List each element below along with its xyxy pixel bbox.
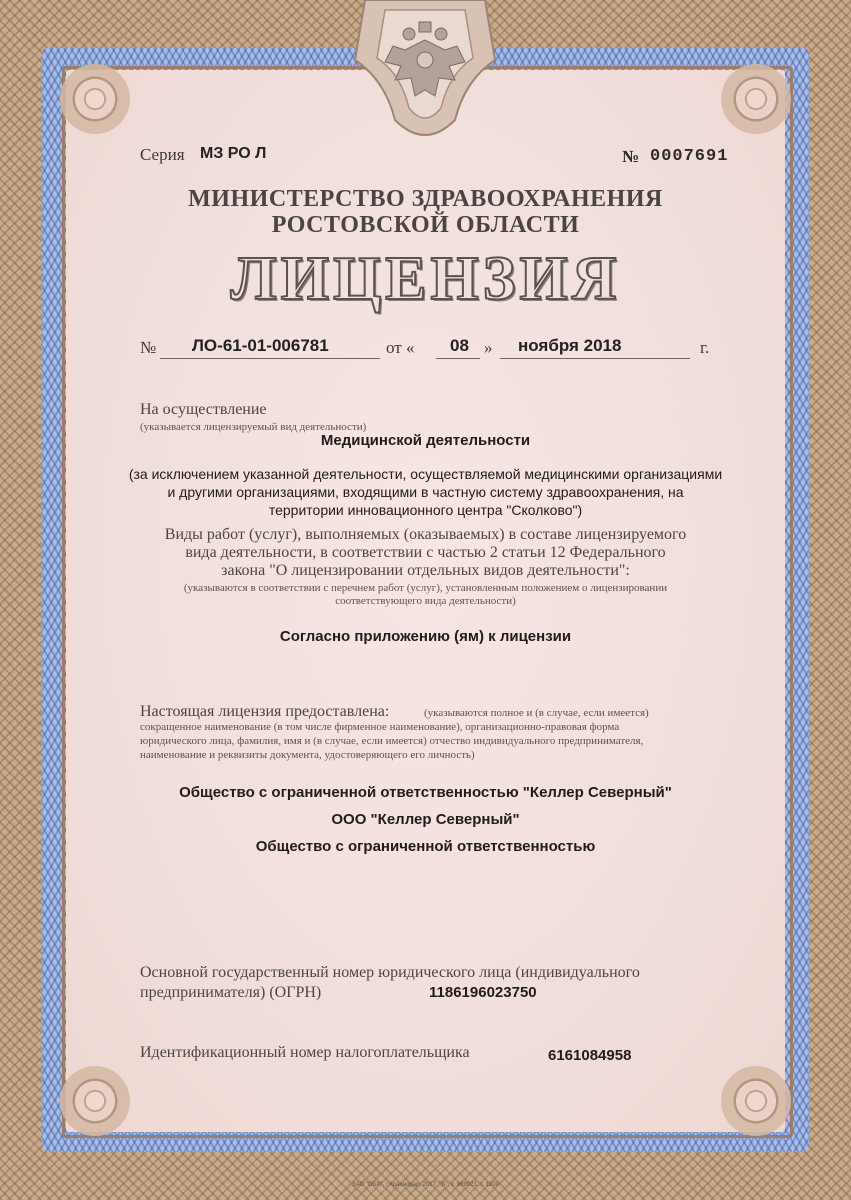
ogrn-value: 1186196023750 <box>429 984 537 1001</box>
corner-rosette-icon <box>721 1066 791 1136</box>
works-line2: вида деятельности, в соответствии с частью 2 статьи 12 Федерального <box>185 544 666 561</box>
document-title: ЛИЦЕНЗИЯ <box>230 245 621 313</box>
ministry-name-line1: МИНИСТЕРСТВО ЗДРАВООХРАНЕНИЯ <box>188 186 663 212</box>
series-value: МЗ РО Л <box>200 145 267 162</box>
organization-full-name: Общество с ограниченной ответственностью "Келлер Северный" <box>179 784 672 801</box>
granted-hint2: сокращенное наименование (в том числе фирменное наименование), организационно-правовая форма <box>140 721 620 733</box>
license-number-label: № <box>140 338 157 357</box>
date-month-year-value: ноября 2018 <box>518 336 622 355</box>
license-number-underline <box>160 358 380 359</box>
inn-label: Идентификационный номер налогоплательщика <box>140 1044 470 1061</box>
ministry-name-line2: РОСТОВСКОЙ ОБЛАСТИ <box>271 212 580 238</box>
corner-rosette-icon <box>60 64 130 134</box>
granted-hint1: (указываются полное и (в случае, если имеется) <box>424 707 649 719</box>
works-hint2: соответствующего вида деятельности) <box>335 595 516 607</box>
organization-legal-form: Общество с ограниченной ответственностью <box>255 838 596 855</box>
exclusion-line3: территории инновационного центра "Сколково") <box>268 502 583 518</box>
date-month-underline <box>500 358 690 359</box>
date-day-underline <box>436 358 480 359</box>
works-line3: закона "О лицензировании отдельных видов деятельности": <box>221 562 630 579</box>
activity-value: Медицинской деятельности <box>320 432 531 449</box>
corner-rosette-icon <box>721 64 791 134</box>
date-close-quote: » <box>484 338 493 357</box>
purpose-hint: (указывается лицензируемый вид деятельности) <box>140 421 367 433</box>
works-line1: Виды работ (услуг), выполняемых (оказываемых) в составе лицензируемого <box>164 526 687 543</box>
form-number: 0007691 <box>650 147 729 166</box>
double-headed-eagle-icon <box>345 0 505 150</box>
granted-hint3: юридического лица, фамилия, имя и (в случае, если имеется) отчество индивидуального предпринимателя, <box>140 735 644 747</box>
works-value: Согласно приложению (ям) к лицензии <box>279 628 572 645</box>
exclusion-line2: и другими организациями, входящими в частную систему здравоохранения, на <box>167 484 684 500</box>
granted-hint4: наименование и реквизиты документа, удостоверяющего его личность) <box>140 749 475 761</box>
inn-value: 6161084958 <box>548 1047 632 1064</box>
purpose-label: На осуществление <box>140 401 267 418</box>
corner-rosette-icon <box>60 1066 130 1136</box>
organization-short-name: ООО "Келлер Северный" <box>331 811 520 828</box>
exclusion-line1: (за исключением указанной деятельности, осуществляемой медицинскими организациями <box>128 466 723 482</box>
license-number-value: ЛО-61-01-006781 <box>192 336 329 355</box>
date-day-value: 08 <box>450 336 469 355</box>
date-from-label: от « <box>386 338 415 357</box>
series-label: Серия <box>140 145 185 164</box>
ogrn-label-line2: предпринимателя) (ОГРН) <box>140 984 322 1001</box>
printer-imprint: ЗАО "ОБИ", г.Краснодар, 2017, "Б", з. 889921, т. 1200 <box>351 1182 500 1188</box>
number-label: № <box>622 147 640 166</box>
ogrn-label-line1: Основной государственный номер юридического лица (индивидуального <box>140 964 640 981</box>
granted-label: Настоящая лицензия предоставлена: <box>140 703 390 720</box>
date-year-suffix: г. <box>700 338 710 357</box>
works-hint1: (указываются в соответствии с перечнем работ (услуг), установленным положением о лицензировании <box>183 582 668 594</box>
